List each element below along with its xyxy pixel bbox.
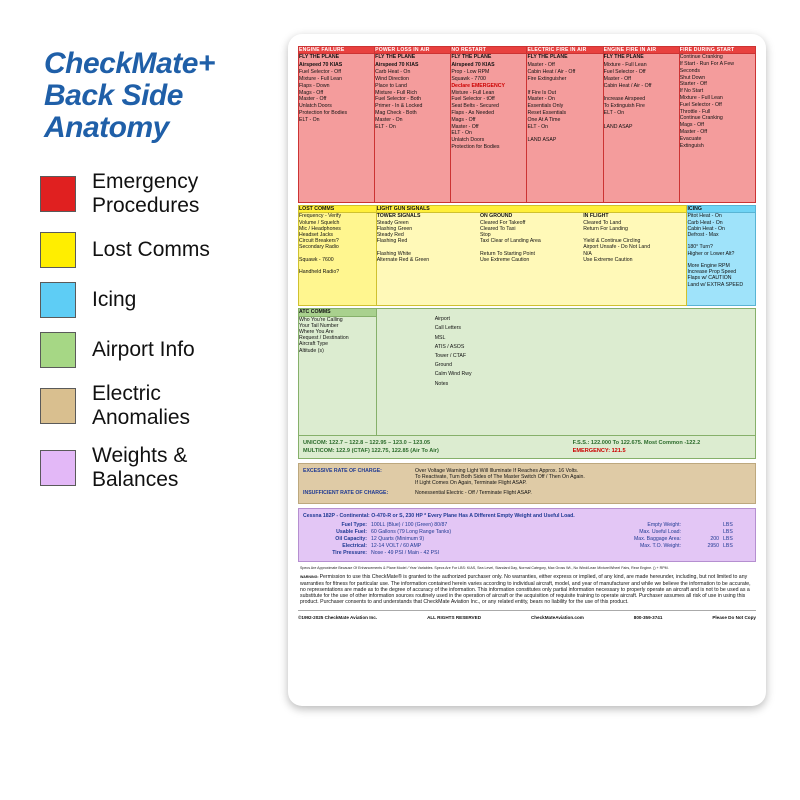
icing-line: Pitot Heat - On xyxy=(687,213,722,220)
emergency-line: Mags - Off xyxy=(299,89,324,96)
icing-line: More Engine RPM xyxy=(687,263,730,270)
weights-left-key: Oil Capacity: xyxy=(335,535,367,542)
emergency-line: Declare EMERGENCY xyxy=(451,82,505,89)
light-gun-cell: Cleared For Takeoff xyxy=(479,219,526,226)
emergency-line: Master - On xyxy=(375,116,403,123)
emergency-col-engine-fire xyxy=(603,54,679,203)
emergency-line: ELT - On xyxy=(603,109,625,116)
emergency-line: Unlatch Doors xyxy=(299,103,332,110)
light-gun-cell: Return For Landing xyxy=(583,225,628,232)
emergency-header-row xyxy=(299,47,756,54)
frequencies-row-2 xyxy=(302,447,752,455)
page-title xyxy=(44,48,280,144)
weights-right-key xyxy=(553,550,683,557)
emergency-line: Continue Cranking xyxy=(679,115,723,122)
lost-comms-line: Circuit Breakers? xyxy=(299,238,339,245)
weights-row xyxy=(303,543,751,550)
emergency-line: Squawk - 7700 xyxy=(451,76,486,82)
legend-label-line: Balances xyxy=(92,468,179,491)
weights-band xyxy=(298,508,756,562)
emergency-freq-label: EMERGENCY: xyxy=(572,447,611,454)
legend-label-electric-anomalies xyxy=(92,382,190,430)
emergency-line: ELT - On xyxy=(527,123,549,130)
comms-icing-header-row xyxy=(299,206,756,213)
emergency-line: Throttle - Full xyxy=(679,108,711,115)
electrical-row xyxy=(303,490,751,496)
emergency-col-fire-during-start xyxy=(679,54,755,203)
emergency-subhead: FLY THE PLANE xyxy=(299,54,340,61)
electrical-value-line: If Light Comes On Again, Terminate Flight ASAP. xyxy=(415,480,527,487)
airport-info-item: ATIS / ASOS xyxy=(434,343,465,350)
electrical-value xyxy=(415,490,532,496)
weights-row xyxy=(303,535,751,542)
emergency-line: Fuel Selector - tOff xyxy=(451,96,495,103)
emergency-line: Unlatch Doors xyxy=(451,137,485,144)
weights-row xyxy=(303,550,751,557)
light-gun-table xyxy=(377,213,687,263)
lost-comms-line: Squawk - 7600 xyxy=(299,256,334,263)
weights-right-unit xyxy=(721,550,751,557)
frequencies-band xyxy=(298,435,756,459)
weights-right-key: Max. T.O. Weight: xyxy=(639,543,681,550)
emergency-line: Essentials Only xyxy=(527,103,564,110)
legend-swatch-emergency-procedures xyxy=(40,176,76,212)
unicom-value: 122.7 – 122.8 – 122.95 – 123.0 – 123.05 xyxy=(329,439,431,446)
legend-label-line: Electric xyxy=(92,382,161,405)
atc-comms-line: Where You Are xyxy=(299,329,334,336)
light-gun-column-header: TOWER SIGNALS xyxy=(376,213,421,220)
emergency-line: Mags - Off xyxy=(451,116,476,123)
legend-label-line: Icing xyxy=(92,288,137,311)
legend-label-line: Lost Comms xyxy=(92,238,210,261)
icing-line: Land w/ EXTRA SPEED xyxy=(687,281,744,288)
light-gun-column-header: IN FLIGHT xyxy=(583,213,609,220)
emergency-header-power-loss: POWER LOSS IN AIR xyxy=(375,47,451,54)
legend-panel xyxy=(40,48,280,506)
weights-right-value: 2950 xyxy=(707,543,719,550)
emergency-header-fire-during-start: FIRE DURING START xyxy=(679,47,755,54)
multicom-label: MULTICOM: xyxy=(303,447,335,454)
icing-line: Cabin Heat - On xyxy=(687,225,725,232)
footer-site[interactable]: CheckMateAviation.com xyxy=(530,615,584,621)
warning-body: Permission to use this CheckMate® is granted to the authorized purchaser only. No warranties, either express or implied, of any kind, are made hereunder, including, but not limited to any warranties for fitness for particular use. The information contained herein varies according to individual aircraft, model, and year of manufacturer and while we believe the information to be accurate, no representations are made as to the degree of accuracy of the information. This information constitutes only partial information necessary to properly operate an aircraft and is not to be used as a substitute for the use of other information sources routinely used in the operation of aircraft or the acquisition of requisite training to operate aircraft. Purchaser assumes all risk of use in using this product. Purchaser consents to and understands that CheckMate Aviation Inc., or any related entity, bears no liability for the use of this product. xyxy=(300,574,751,606)
emergency-line: Airspeed 70 KIAS xyxy=(451,62,495,69)
emergency-subhead: FLY THE PLANE xyxy=(527,54,568,61)
emergency-line: Cabin Heat / Air - Off xyxy=(527,69,576,76)
light-gun-cell: Steady Red xyxy=(376,232,404,239)
emergency-line: Evacuate xyxy=(679,135,702,142)
airport-info-item: Tower / CTAF xyxy=(434,352,467,359)
emergency-line: Prop - Low RPM xyxy=(451,69,490,76)
emergency-line: If Fire Is Out xyxy=(527,89,557,96)
lost-comms-line: Secondary Radio xyxy=(299,244,339,251)
light-gun-cell: Return To Starting Point xyxy=(479,250,535,257)
emergency-line: Carb Heat - On xyxy=(375,69,411,76)
emergency-line: One At A Time xyxy=(527,116,561,123)
emergency-line: Wind Direction xyxy=(375,76,409,82)
emergency-line xyxy=(604,117,679,123)
weights-right-value xyxy=(683,550,721,557)
legend-label-line: Weights & xyxy=(92,444,188,467)
airport-info-item: Airport xyxy=(434,316,450,323)
icing-body xyxy=(687,213,756,306)
legend-swatch-airport-info xyxy=(40,332,76,368)
page-title-line1: CheckMate+ xyxy=(44,47,215,80)
legend-label-lost-comms xyxy=(92,238,210,262)
emergency-band xyxy=(298,46,756,203)
atc-airport-band xyxy=(298,308,756,435)
light-gun-body xyxy=(376,213,687,306)
warning-title: WARNING: xyxy=(300,575,319,580)
emergency-line: Fuel Selector - Off xyxy=(679,101,722,108)
weights-left-key: Fuel Type: xyxy=(341,521,367,528)
atc-airport-body-row xyxy=(299,316,756,435)
light-gun-cell: Taxi Clear of Landing Area xyxy=(479,238,541,245)
page-title-line3: Anatomy xyxy=(44,111,169,144)
emergency-line: Fire Extinguisher xyxy=(527,76,567,82)
emergency-line: LAND ASAP xyxy=(527,137,557,144)
light-gun-cell: Airport Unsafe - Do Not Land xyxy=(583,244,651,251)
light-gun-cell: Cleared To Land xyxy=(583,219,622,226)
electrical-key: EXCESSIVE RATE OF CHARGE: xyxy=(303,468,382,475)
emergency-col-no-restart xyxy=(451,54,527,203)
emergency-subhead: FLY THE PLANE xyxy=(451,54,492,61)
emergency-line: To Extinguish Fire xyxy=(603,103,645,110)
emergency-line: Mixture - Full Lean xyxy=(679,94,723,101)
emergency-line: Shut Down xyxy=(679,74,706,81)
legend-item-electric-anomalies xyxy=(40,382,280,430)
emergency-line: Primer - In & Locked xyxy=(375,103,423,110)
emergency-line: Mixture - Full Rich xyxy=(375,89,417,96)
light-gun-cell: Flashing Red xyxy=(376,238,408,245)
emergency-line: Extinguish xyxy=(679,142,704,149)
emergency-line: Place to Land xyxy=(375,82,407,89)
emergency-line: Seconds xyxy=(679,67,700,74)
emergency-freq-value: 121.5 xyxy=(611,447,626,454)
emergency-subhead: FLY THE PLANE xyxy=(375,54,416,61)
page-title-line2: Back Side xyxy=(44,79,183,112)
airport-info-item: MSL xyxy=(434,334,446,341)
emergency-line: Airspeed 70 KIAS xyxy=(375,62,419,69)
footer-rights: ALL RIGHTS RESERVED xyxy=(427,615,482,621)
emergency-header-no-restart: NO RESTART xyxy=(451,47,527,54)
weights-row xyxy=(303,528,751,535)
weights-title: Cessna 182P - Continental: O-470-R or S, 230 HP * Every Plane Has A Different Empty Weight and Useful Load. xyxy=(303,512,575,519)
light-gun-column-header: ON GROUND xyxy=(479,213,513,220)
light-gun-cell: Flashing Green xyxy=(376,225,413,232)
airport-info-item: Calm Wind Rwy xyxy=(434,371,472,378)
legend-item-emergency-procedures xyxy=(40,170,280,218)
legend-swatch-icing xyxy=(40,282,76,318)
emergency-col-electric-fire xyxy=(527,54,603,203)
light-gun-cell: Use Extreme Caution xyxy=(583,256,633,263)
warning-text xyxy=(298,572,756,607)
emergency-line: Master - On xyxy=(527,96,555,103)
airport-info-spacer xyxy=(376,309,755,316)
legend-item-lost-comms xyxy=(40,232,280,268)
atc-comms-line: Who You're Calling xyxy=(299,316,343,323)
specs-note: Specs Are Approximate Because Of Enhancements & Plane Model / Year Variables. Specs Are For LBS: KIAS, Sea Level, Standard Day, Normal Category, Max Gross Wt., No Wind/Lean Mixture/Wheel Fairs, Rear Engine. () + RPM. xyxy=(300,566,669,571)
legend-swatch-lost-comms xyxy=(40,232,76,268)
emergency-line: Protection for Bodies xyxy=(451,143,500,150)
emergency-header-electric-fire: ELECTRIC FIRE IN AIR xyxy=(527,47,603,54)
icing-line: Defrost - Max xyxy=(687,232,719,239)
emergency-line: ELT - On xyxy=(375,123,396,130)
lost-comms-line: Mic / Headphones xyxy=(299,225,341,232)
weights-right-key: Max. Useful Load: xyxy=(639,528,681,535)
lost-comms-body xyxy=(299,213,377,306)
emergency-line xyxy=(527,83,602,89)
emergency-line: Mixture - Full Lean xyxy=(603,62,647,69)
emergency-line: ELT - On xyxy=(299,116,320,123)
weights-right-key: Empty Weight: xyxy=(647,521,681,528)
emergency-freq-cell xyxy=(572,447,752,455)
emergency-line xyxy=(604,90,679,96)
airport-info-item: Call Letters xyxy=(434,325,461,332)
emergency-line: Fuel Selector - Both xyxy=(375,96,422,103)
electrical-row xyxy=(303,468,751,487)
emergency-line: Master - Off xyxy=(451,123,479,130)
weights-left-value: 12-14 VOLT / 60 AMP xyxy=(371,543,422,550)
weights-left-key: Usable Fuel: xyxy=(336,528,367,535)
emergency-line: Master - Off xyxy=(603,76,631,82)
comms-icing-band xyxy=(298,205,756,306)
emergency-header-engine-failure: ENGINE FAILURE xyxy=(299,47,375,54)
weights-left-value: 100LL (Blue) / 100 (Green) 80/87 xyxy=(371,521,448,528)
weights-right-value xyxy=(683,521,721,528)
emergency-line: Protection for Bodies xyxy=(299,109,348,116)
weights-left-value: Nose - 49 PSI / Main - 42 PSI xyxy=(371,550,440,557)
weights-left-key: Electrical: xyxy=(342,543,367,550)
emergency-col-power-loss xyxy=(375,54,451,203)
weights-right-key: Max. Baggage Area: xyxy=(633,535,681,542)
footer-copy-notice: Please Do Not Copy xyxy=(712,615,756,621)
light-gun-header: LIGHT GUN SIGNALS xyxy=(376,206,687,213)
emergency-line: Flaps - Down xyxy=(299,82,330,89)
emergency-line: Master - Off xyxy=(299,96,327,103)
legend-label-emergency-procedures xyxy=(92,170,199,218)
emergency-line: Starter - Off xyxy=(679,81,707,88)
atc-comms-line: Your Tail Number xyxy=(299,322,339,329)
light-gun-cell: Yield & Continue Circling xyxy=(583,238,641,245)
weights-right-value xyxy=(683,528,721,535)
airport-info-body xyxy=(376,316,755,435)
weights-table xyxy=(303,521,751,557)
fss-label: F.S.S.: xyxy=(572,439,590,446)
electrical-key: INSUFFICIENT RATE OF CHARGE: xyxy=(303,489,389,496)
emergency-line: Mixture - Full Lean xyxy=(299,76,342,82)
multicom-cell xyxy=(302,447,572,455)
legend-label-line: Emergency xyxy=(92,170,199,193)
multicom-value: 122.9 (CTAF) 122.75, 122.85 (Air To Air) xyxy=(336,447,439,454)
footer-copyright: ©1992-2025 CheckMate Aviation Inc. xyxy=(298,615,378,621)
light-gun-cell: Stop xyxy=(479,232,491,239)
icing-line: Carb Heat - On xyxy=(687,219,723,226)
emergency-line: Seat Belts - Secured xyxy=(451,103,499,110)
legend-label-airport-info xyxy=(92,338,195,362)
legend-swatch-electric-anomalies xyxy=(40,388,76,424)
emergency-line: Master - Off xyxy=(679,128,708,135)
emergency-line: Master - Off xyxy=(527,62,555,69)
legend-label-icing xyxy=(92,288,136,312)
legend-label-line: Procedures xyxy=(92,194,200,217)
legend-item-icing xyxy=(40,282,280,318)
atc-comms-line: Request / Destination xyxy=(299,335,349,342)
weights-right-unit: LBS xyxy=(723,535,733,542)
legend-swatch-weights-balances xyxy=(40,450,76,486)
emergency-line: LAND ASAP xyxy=(603,123,633,130)
frequencies-table xyxy=(302,439,752,455)
checklist-card xyxy=(288,34,766,706)
emergency-line xyxy=(527,130,602,136)
light-gun-cell: Alternate Red & Green xyxy=(376,256,430,263)
unicom-label: UNICOM: xyxy=(303,439,328,446)
icing-line: 180° Turn? xyxy=(687,244,713,251)
emergency-header-engine-fire: ENGINE FIRE IN AIR xyxy=(603,47,679,54)
unicom-cell xyxy=(302,439,572,447)
light-gun-cell: Use Extreme Caution xyxy=(479,256,530,263)
emergency-line: Increase Airspeed xyxy=(603,96,646,103)
icing-header: ICING xyxy=(687,206,756,213)
light-gun-cell: Flashing White xyxy=(376,250,411,257)
emergency-line: If No Start xyxy=(679,88,704,95)
electrical-value xyxy=(415,468,585,487)
lost-comms-header: LOST COMMS xyxy=(299,206,377,213)
weights-row xyxy=(303,521,751,528)
emergency-line: ELT - On xyxy=(451,130,472,137)
weights-left-value: 12 Quarts (Minimum 9) xyxy=(371,535,425,542)
icing-line: Flaps w/ CAUTION xyxy=(687,275,732,282)
emergency-line: Mags - Off xyxy=(679,122,704,129)
emergency-line: Reset Essentials xyxy=(527,109,567,116)
emergency-line: Fuel Selector - Off xyxy=(603,69,646,76)
lost-comms-line: Handheld Radio? xyxy=(299,269,340,276)
weights-right-unit: LBS xyxy=(723,543,733,550)
electrical-value-line: To Reactivate, Turn Both Sides of The Master Switch Off / Then On Again. xyxy=(415,474,585,481)
electrical-value-line: Nonessential Electric - Off / Terminate Flight ASAP. xyxy=(415,489,532,496)
lost-comms-line: Volume / Squelch xyxy=(299,219,340,226)
light-gun-cell: Cleared To Taxi xyxy=(479,225,516,232)
icing-line: Higher or Lower Alt? xyxy=(687,250,735,257)
emergency-line: Fuel Selector - Off xyxy=(299,69,341,76)
atc-comms-header: ATC COMMS xyxy=(299,309,377,316)
light-gun-row xyxy=(377,257,687,263)
light-gun-cell: N/A xyxy=(583,250,592,257)
emergency-line: Continue Cranking xyxy=(679,54,723,61)
weights-right-unit: LBS xyxy=(723,521,733,528)
atc-comms-line: Aircraft Type xyxy=(299,341,329,348)
emergency-line: Mag Check - Both xyxy=(375,109,417,116)
electrical-value-line: Over Voltage Warning Light Will Illuminate If Reaches Approx. 16 Volts. xyxy=(415,468,579,475)
icing-line: Increase Prop Speed xyxy=(687,269,737,276)
weights-left-key: Tire Pressure: xyxy=(332,550,367,557)
airport-info-item: Ground xyxy=(434,362,452,369)
frequencies-row-1 xyxy=(302,439,752,447)
legend-label-line: Airport Info xyxy=(92,338,195,361)
checklist-sheet xyxy=(298,46,756,622)
atc-comms-line: Altitude (s) xyxy=(299,347,324,354)
atc-comms-body xyxy=(299,316,377,435)
emergency-subhead: FLY THE PLANE xyxy=(603,54,644,61)
weights-right-unit: LBS xyxy=(723,528,733,535)
emergency-line: Airspeed 70 KIAS xyxy=(299,62,343,69)
emergency-line: If Start - Run For A Few xyxy=(679,61,734,67)
legend-item-airport-info xyxy=(40,332,280,368)
electrical-band xyxy=(298,463,756,504)
airport-info-item: Notes xyxy=(434,380,449,387)
emergency-line: Cabin Heat / Air - Off xyxy=(603,82,652,89)
fss-value: 122.000 To 122.675. Most Common -122.2 xyxy=(590,439,701,446)
weights-left-value: 60 Gallons (79 Long Range Tanks) xyxy=(371,528,452,535)
fss-cell xyxy=(572,439,752,447)
emergency-line: Mixture - Full Lean xyxy=(451,89,495,96)
footer-bar xyxy=(298,610,756,621)
legend-label-weights-balances xyxy=(92,444,187,492)
comms-icing-body-row xyxy=(299,213,756,306)
weights-right-value: 200 xyxy=(710,535,719,542)
emergency-body-row xyxy=(299,54,756,203)
atc-airport-header-row xyxy=(299,309,756,316)
lost-comms-line: Frequency - Verify xyxy=(299,213,342,220)
light-gun-cell: Steady Green xyxy=(376,219,409,226)
legend-label-line: Anomalies xyxy=(92,406,191,429)
emergency-col-engine-failure xyxy=(299,54,375,203)
airport-info-list xyxy=(377,316,755,390)
legend-item-weights-balances xyxy=(40,444,280,492)
emergency-line: Flaps - As Needed xyxy=(451,109,494,116)
footer-phone[interactable]: 800-359-3741 xyxy=(633,615,663,621)
lost-comms-line: Headset Jacks xyxy=(299,232,334,239)
